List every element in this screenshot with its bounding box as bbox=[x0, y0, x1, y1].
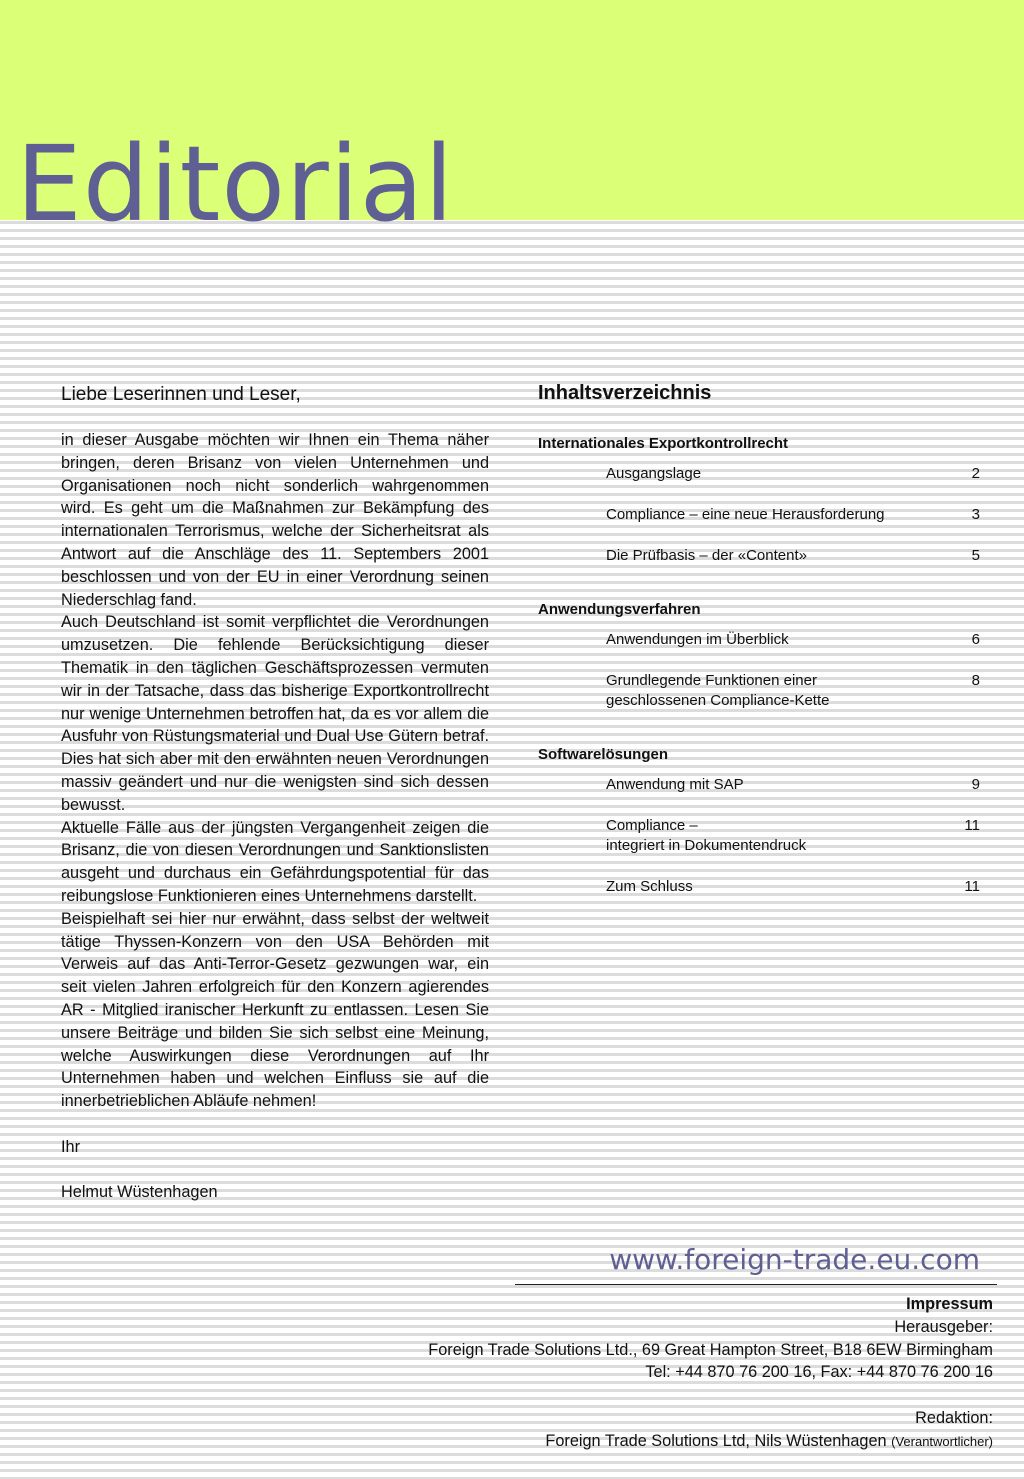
table-of-contents bbox=[538, 380, 988, 918]
salutation: Liebe Leserinnen und Leser, bbox=[61, 384, 301, 405]
letter-paragraph: Aktuelle Fälle aus der jüngsten Vergangenheit zeigen die Brisanz, die von diesen Verordnungen und Sanktionslisten ausgeht und durchaus ein Gefährdungspotential für das reibungslose Funktionieren eines Unternehmens darstellt. bbox=[61, 818, 489, 905]
editorial-letter bbox=[61, 383, 489, 1204]
toc-item[interactable] bbox=[606, 877, 982, 897]
letter-paragraph: Auch Deutschland ist somit verpflichtet die Verordnungen umzusetzen. Die fehlende Berücksichtigung dieser Thematik in den täglichen Geschäftsprozessen vermuten wir in der Tatsache, dass das bisherige Exportkontrollrecht nur wenige Unternehmen betroffen hat, da es vor allem die Ausfuhr von Rüstungsmaterial und Dual Use Gütern betraf. Dies hat sich aber mit den erwähnten neuen Verordnungen massiv geändert und nur die wenigsten sind sich dessen bewusst. bbox=[61, 613, 489, 814]
toc-item[interactable] bbox=[606, 464, 982, 484]
toc-item-label: Zum Schluss bbox=[606, 878, 693, 895]
toc-item[interactable] bbox=[606, 546, 982, 566]
signer-name: Helmut Wüstenhagen bbox=[61, 1183, 218, 1202]
toc-section bbox=[538, 434, 988, 566]
letter-paragraph: in dieser Ausgabe möchten wir Ihnen ein Thema näher bringen, deren Brisanz von vielen Unternehmen und Organisationen noch nicht sonderlich wahrgenommen wird. Es geht um die Maßnahmen zur Bekämpfung des internationalen Terrorismus, welche der Sicherheitsrat als Antwort auf die Anschläge des 11. Septembers 2001 beschlossen und von der EU in einer Verordnung seinen Niederschlag fand. bbox=[61, 431, 489, 609]
toc-item-label: Ausgangslage bbox=[606, 465, 702, 482]
toc-item[interactable] bbox=[606, 505, 982, 525]
toc-item-label: Compliance – integriert in Dokumentendruck bbox=[606, 817, 807, 854]
letter-paragraph: Beispielhaft sei hier nur erwähnt, dass selbst der weltweit tätige Thyssen-Konzern von den USA Behörden mit Verweis auf das Anti-Terror-Gesetz gezwungen war, ein seit vielen Jahren erfolgreich für den Konzern agierendes AR - Mitglied iranischer Herkunft zu entlassen. Lesen Sie unsere Beiträge und bilden Sie sich selbst eine Meinung, welche Auswirkungen diese Verordnungen auf Ihr Unternehmen haben und welchen Einfluss sie auf die innerbetrieblichen Abläufe nehmen! bbox=[61, 909, 489, 1111]
toc-item-label: Anwendung mit SAP bbox=[606, 776, 744, 793]
editor-role: (Verantwortlicher) bbox=[891, 1433, 993, 1449]
toc-item-page: 11 bbox=[964, 817, 980, 834]
spacer bbox=[293, 1384, 993, 1407]
letter-body bbox=[61, 429, 489, 1113]
toc-section bbox=[538, 745, 988, 897]
impressum bbox=[293, 1293, 993, 1454]
toc-item-page: 8 bbox=[971, 672, 980, 689]
toc-section-title: Softwarelösungen bbox=[538, 746, 669, 763]
toc-section bbox=[538, 600, 988, 711]
contact-line: Tel: +44 870 76 200 16, Fax: +44 870 76 200 16 bbox=[645, 1363, 993, 1382]
editor-line bbox=[293, 1430, 993, 1454]
toc-item[interactable] bbox=[606, 775, 982, 795]
toc-item-page: 2 bbox=[971, 465, 980, 482]
toc-item[interactable] bbox=[606, 671, 982, 711]
website-link[interactable]: www.foreign-trade.eu.com bbox=[609, 1243, 980, 1276]
toc-item-page: 11 bbox=[964, 878, 980, 895]
toc-item-page: 3 bbox=[971, 506, 980, 523]
footer-divider bbox=[515, 1284, 997, 1285]
toc-title: Inhaltsverzeichnis bbox=[538, 382, 712, 404]
toc-item[interactable] bbox=[606, 816, 982, 856]
publisher-label: Herausgeber: bbox=[894, 1317, 993, 1336]
toc-section-title: Anwendungsverfahren bbox=[538, 601, 701, 618]
page-title: Editorial bbox=[16, 123, 455, 245]
toc-section-title: Internationales Exportkontrollrecht bbox=[538, 435, 789, 452]
toc-item-page: 9 bbox=[971, 776, 980, 793]
toc-item-page: 5 bbox=[971, 547, 980, 564]
impressum-title: Impressum bbox=[906, 1295, 993, 1313]
toc-item-label: Grundlegende Funktionen einer geschlossenen Compliance-Kette bbox=[606, 672, 830, 709]
toc-item[interactable] bbox=[606, 630, 982, 650]
toc-item-label: Compliance – eine neue Herausforderung bbox=[606, 506, 885, 523]
toc-item-label: Die Prüfbasis – der «Content» bbox=[606, 547, 807, 564]
letter-closing bbox=[61, 1136, 489, 1204]
toc-item-label: Anwendungen im Überblick bbox=[606, 631, 789, 648]
editor-name: Foreign Trade Solutions Ltd, Nils Wüstenhagen bbox=[545, 1431, 887, 1450]
editor-label: Redaktion: bbox=[915, 1408, 993, 1427]
toc-item-page: 6 bbox=[971, 631, 980, 648]
publisher-address: Foreign Trade Solutions Ltd., 69 Great Hampton Street, B18 6EW Birmingham bbox=[428, 1340, 993, 1359]
closing-word: Ihr bbox=[61, 1137, 81, 1156]
